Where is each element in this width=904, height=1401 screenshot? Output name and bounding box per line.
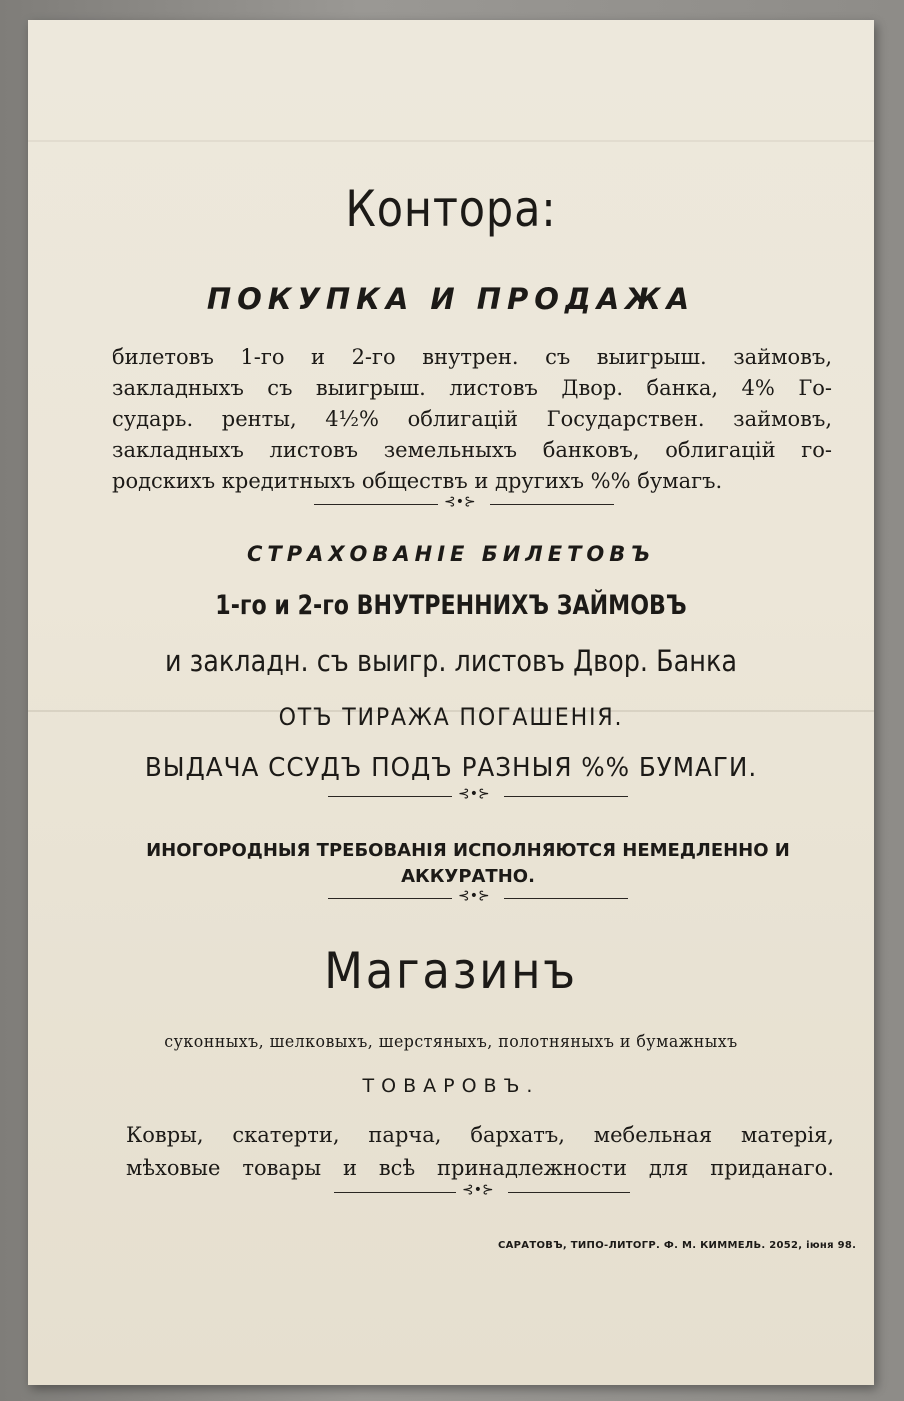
ornament-icon: ⊰•⊱ [462,1182,494,1198]
remote-orders-line: АККУРАТНО. [401,866,535,887]
paragraph-line: билетовъ 1-го и 2-го внутрен. съ выигрыш. займовъ, [112,345,832,369]
insurance-drawing: ОТЪ ТИРАЖА ПОГАШЕНІЯ. [278,703,624,731]
shop-goods: ТОВАРОВЪ. [362,1075,540,1097]
ornament-icon: ⊰•⊱ [458,888,490,904]
separator-rule [328,796,452,797]
shop-items-line: Ковры, скатерти, парча, бархатъ, мебельная матерія, [126,1123,834,1147]
separator-ornament [334,1182,630,1200]
separator-rule [504,898,628,899]
shop-items [126,1119,834,1185]
flyer-sheet [28,20,874,1385]
separator-rule [314,504,438,505]
separator-rule [334,1192,456,1193]
insurance-loans: 1-го и 2-го ВНУТРЕННИХЪ ЗАЙМОВЪ [215,590,687,621]
paragraph-line: закладныхъ съ выигрыш. листовъ Двор. банка, 4% Го- [112,376,832,400]
paragraph-line: родскихъ кредитныхъ обществъ и другихъ %% бумагъ. [112,469,723,493]
office-subtitle: ПОКУПКА И ПРОДАЖА [206,282,696,316]
printer-imprint: САРАТОВЪ, ТИПО-ЛИТОГР. Ф. М. КИММЕЛЬ. 2052, іюня 98. [498,1240,857,1251]
shop-items-line: мѣховые товары и всѣ принадлежности для приданаго. [126,1156,834,1180]
paragraph-line: закладныхъ листовъ земельныхъ банковъ, облигацій го- [112,438,832,462]
separator-rule [508,1192,630,1193]
shop-fabrics: суконныхъ, шелковыхъ, шерстяныхъ, полотняныхъ и бумажныхъ [164,1032,738,1052]
separator-ornament [328,888,628,906]
office-title: Контора: [345,180,557,238]
separator-ornament [328,786,628,804]
separator-ornament [314,494,614,512]
insurance-bank-sheets: и закладн. съ выигр. листовъ Двор. Банка [164,644,738,678]
flyer-content [28,20,874,1385]
ornament-icon: ⊰•⊱ [444,494,476,510]
remote-orders-line: ИНОГОРОДНЫЯ ТРЕБОВАНІЯ ИСПОЛНЯЮТСЯ НЕМЕДЛЕННО И [146,840,790,861]
remote-orders-notice [138,838,798,890]
shop-title: Магазинъ [324,942,578,1000]
ornament-icon: ⊰•⊱ [458,786,490,802]
office-paragraph [112,342,832,497]
loans-issue: ВЫДАЧА ССУДЪ ПОДЪ РАЗНЫЯ %% БУМАГИ. [144,753,758,783]
insurance-heading: СТРАХОВАНІЕ БИЛЕТОВЪ [246,542,655,566]
separator-rule [504,796,628,797]
separator-rule [328,898,452,899]
paragraph-line: сударь. ренты, 4½% облигацій Государствен. займовъ, [112,407,832,431]
separator-rule [490,504,614,505]
